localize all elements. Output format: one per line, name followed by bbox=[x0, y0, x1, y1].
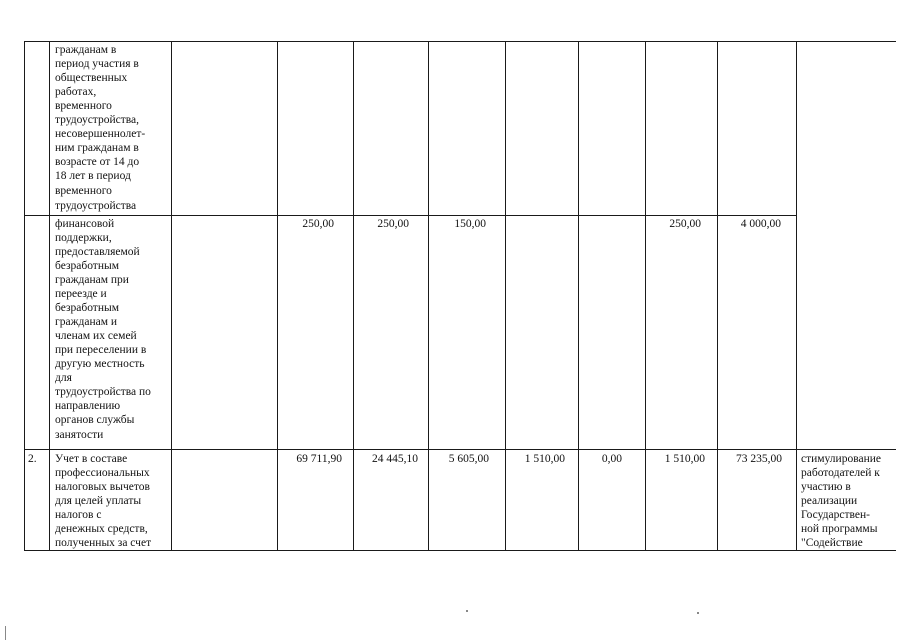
row-2-goal-line: стимулирование bbox=[801, 453, 881, 465]
row-2-number: 2. bbox=[28, 453, 37, 465]
row-2-value-col5: 0,00 bbox=[601, 453, 622, 465]
row-2-description-line: профессиональных bbox=[55, 467, 150, 479]
table-bottom-border bbox=[24, 550, 896, 551]
row-finance-description-line: членам их семей bbox=[55, 330, 137, 342]
table-column-border bbox=[578, 41, 579, 551]
row-2-value-col7: 73 235,00 bbox=[736, 453, 782, 465]
table-column-border bbox=[353, 41, 354, 551]
row-finance-value-col7: 4 000,00 bbox=[740, 218, 781, 230]
row-2-goal-line: реализации bbox=[801, 495, 858, 507]
row-2-value-col4: 1 510,00 bbox=[524, 453, 565, 465]
row-2-goal-line bbox=[801, 467, 893, 480]
row-finance-description-line: органов службы bbox=[55, 414, 135, 426]
row-cont-description-line: ним гражданам в bbox=[55, 142, 139, 154]
row-finance-value-col1: 250,00 bbox=[302, 218, 334, 230]
row-cont-description-line: несовершеннолет- bbox=[55, 128, 146, 140]
row-cont-description-line: общественных bbox=[55, 72, 128, 84]
row-finance-description-line: финансовой bbox=[55, 218, 115, 230]
table-column-border bbox=[49, 41, 50, 551]
row-finance-description-line: поддержки, bbox=[55, 232, 112, 244]
row-2-description-line: полученных за счет bbox=[55, 537, 152, 549]
row-2-description-line: налоговых вычетов bbox=[55, 481, 150, 493]
row-2-goal-line: Государствен- bbox=[801, 509, 870, 521]
row-2-value-col2: 24 445,10 bbox=[372, 453, 418, 465]
row-cont-description-line: гражданам в bbox=[55, 44, 117, 56]
row-finance-description-line: другую местность bbox=[55, 358, 145, 370]
row-cont-description-line: возрасте от 14 до bbox=[55, 156, 140, 168]
row-finance-description-line: трудоустройства по bbox=[55, 386, 151, 398]
table-column-border bbox=[796, 41, 797, 551]
row-finance-description-line: занятости bbox=[55, 429, 104, 441]
row-2-goal-line: ной программы bbox=[801, 523, 878, 535]
row-cont-description-line: трудоустройства, bbox=[55, 114, 140, 126]
table-column-border bbox=[24, 41, 25, 551]
table-column-border bbox=[505, 41, 506, 551]
table-column-border bbox=[428, 41, 429, 551]
row-finance-description-line: переезде и bbox=[55, 288, 107, 300]
row-cont-description-line: период участия в bbox=[55, 58, 139, 70]
scan-artifact bbox=[5, 626, 6, 640]
table-column-border bbox=[171, 41, 172, 551]
row-2-description-line: для целей уплаты bbox=[55, 495, 142, 507]
row-cont-description-line: временного bbox=[55, 100, 112, 112]
row-finance-description-line: направлению bbox=[55, 400, 121, 412]
row-2-value-col3: 5 605,00 bbox=[448, 453, 489, 465]
table-column-border bbox=[645, 41, 646, 551]
row-finance-description-line: гражданам при bbox=[55, 274, 129, 286]
row-finance-description-line: безработным bbox=[55, 302, 119, 314]
row-2-description-line: Учет в составе bbox=[55, 453, 128, 465]
row-finance-description-line: для bbox=[55, 372, 72, 384]
row-2-goal-line: участию в bbox=[801, 481, 851, 493]
table-column-border bbox=[277, 41, 278, 551]
table-column-border bbox=[717, 41, 718, 551]
row-2-description-line: денежных средств, bbox=[55, 523, 148, 535]
row-cont-description-line: работах, bbox=[55, 86, 97, 98]
row-finance-value-col2: 250,00 bbox=[377, 218, 409, 230]
row-2-description-line: налогов с bbox=[55, 509, 102, 521]
row-2-goal-line-text: работодателей к bbox=[801, 467, 880, 479]
table-top-border bbox=[24, 41, 896, 42]
row-2-goal-line: "Содействие bbox=[801, 537, 863, 549]
row-2-value-col6: 1 510,00 bbox=[664, 453, 705, 465]
scan-artifact bbox=[466, 610, 468, 612]
table-row-divider bbox=[24, 215, 797, 216]
row-finance-description-line: при переселении в bbox=[55, 344, 147, 356]
row-finance-description-line: безработным bbox=[55, 260, 119, 272]
row-finance-description-line: предоставляемой bbox=[55, 246, 140, 258]
scan-artifact bbox=[697, 612, 699, 614]
row-finance-description-line: гражданам и bbox=[55, 316, 118, 328]
row-finance-value-col6: 250,00 bbox=[669, 218, 701, 230]
row-cont-description-line: трудоустройства bbox=[55, 200, 137, 212]
row-cont-description-line: 18 лет в период bbox=[55, 170, 131, 182]
table-row-divider bbox=[24, 449, 896, 450]
row-2-value-col1: 69 711,90 bbox=[296, 453, 342, 465]
row-finance-value-col3: 150,00 bbox=[454, 218, 486, 230]
row-cont-description-line: временного bbox=[55, 185, 112, 197]
